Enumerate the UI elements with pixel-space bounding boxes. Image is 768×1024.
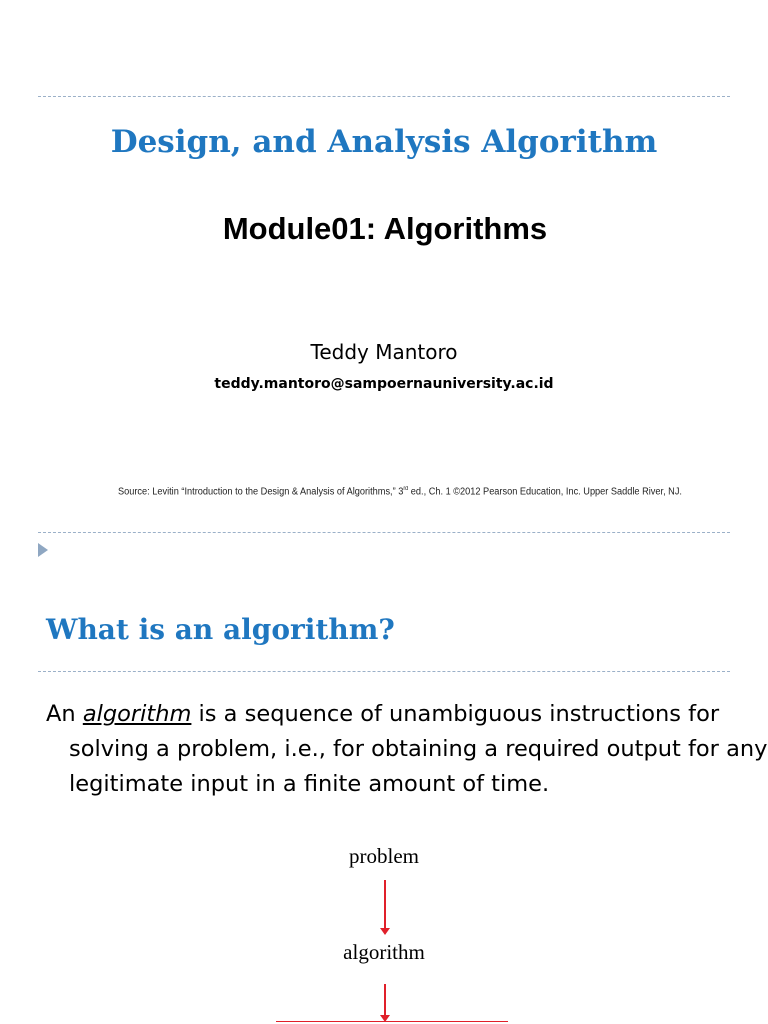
flow-step-algorithm: algorithm: [343, 940, 425, 964]
definition-rest: is a sequence of unambiguous instructions for solving a problem, i.e., for obtaining a required output for any legitimate input in a finite amount of time.: [69, 701, 768, 797]
module-title: Module01: Algorithms: [222, 211, 548, 246]
title-divider: [38, 671, 730, 672]
flow-step-problem: problem: [349, 844, 419, 868]
slide-2: [0, 533, 768, 1024]
triangle-right-icon: [38, 543, 48, 557]
flow-output-box: [276, 1021, 508, 1022]
source-prefix: Source: Levitin “Introduction to the Design & Analysis of Algorithms,” 3: [117, 486, 404, 498]
divider-top: [38, 96, 730, 97]
flow-arrow-down: [384, 984, 386, 1020]
slide-title: What is an algorithm?: [46, 613, 395, 646]
source-suffix: ed., Ch. 1 ©2012 Pearson Education, Inc. Upper Saddle River, NJ.: [408, 486, 682, 498]
definition-term: algorithm: [82, 701, 192, 727]
author-name: Teddy Mantoro: [310, 340, 458, 364]
definition-start: An: [46, 701, 83, 727]
slide-title: Design, and Analysis Algorithm: [110, 124, 658, 160]
definition-text: [46, 697, 768, 802]
author-email: teddy.mantoro@sampoernauniversity.ac.id: [214, 376, 554, 392]
source-superscript: rd: [403, 486, 409, 492]
flow-arrow-down: [384, 880, 386, 933]
source-citation: [32, 486, 768, 497]
arrow-head-icon: [380, 928, 390, 935]
